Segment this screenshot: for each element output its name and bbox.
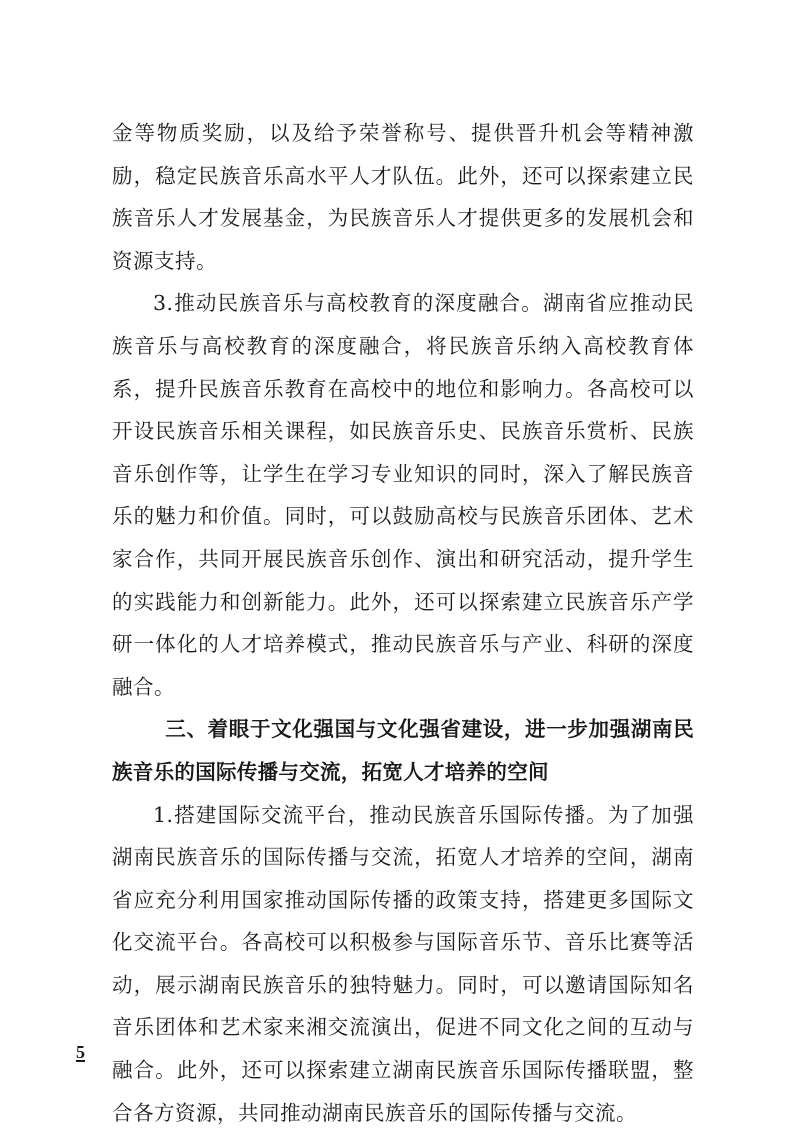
document-body	[112, 112, 694, 1134]
paragraph-continuation: 金等物质奖励，以及给予荣誉称号、提供晋升机会等精神激励，稳定民族音乐高水平人才队伍。此外，还可以探索建立民族音乐人才发展基金，为民族音乐人才提供更多的发展机会和资源支持。	[112, 112, 694, 282]
paragraph-item-1: 1.搭建国际交流平台，推动民族音乐国际传播。为了加强湖南民族音乐的国际传播与交流，拓宽人才培养的空间，湖南省应充分利用国家推动国际传播的政策支持，搭建更多国际文化交流平台。各高校可以积极参与国际音乐节、音乐比赛等活动，展示湖南民族音乐的独特魅力。同时，可以邀请国际知名音乐团体和艺术家来湘交流演出，促进不同文化之间的互动与融合。此外，还可以探索建立湖南民族音乐国际传播联盟，整合各方资源，共同推动湖南民族音乐的国际传播与交流。	[112, 794, 694, 1134]
paragraph-item-3: 3.推动民族音乐与高校教育的深度融合。湖南省应推动民族音乐与高校教育的深度融合，将民族音乐纳入高校教育体系，提升民族音乐教育在高校中的地位和影响力。各高校可以开设民族音乐相关课程，如民族音乐史、民族音乐赏析、民族音乐创作等，让学生在学习专业知识的同时，深入了解民族音乐的魅力和价值。同时，可以鼓励高校与民族音乐团体、艺术家合作，共同开展民族音乐创作、演出和研究活动，提升学生的实践能力和创新能力。此外，还可以探索建立民族音乐产学研一体化的人才培养模式，推动民族音乐与产业、科研的深度融合。	[112, 282, 694, 708]
page-number: 5	[76, 1042, 85, 1063]
section-heading-3: 三、着眼于文化强国与文化强省建设，进一步加强湖南民族音乐的国际传播与交流，拓宽人才培养的空间	[112, 708, 694, 793]
